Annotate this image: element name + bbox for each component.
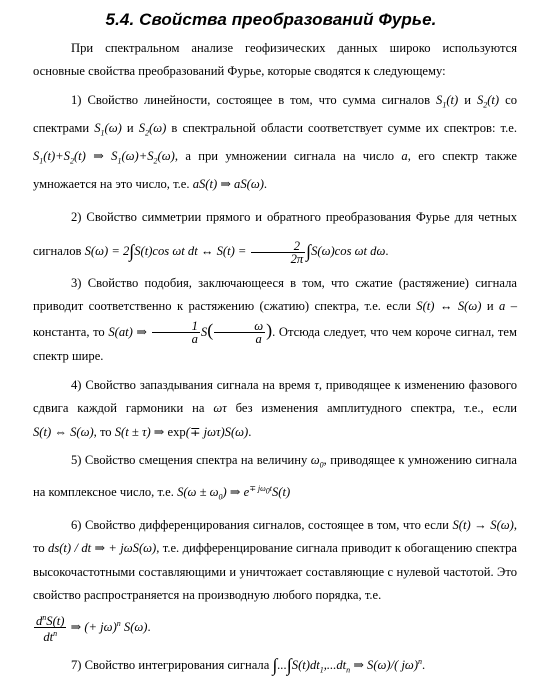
- formula: $\omega_0$: [310, 453, 324, 470]
- property-similarity: [33, 272, 517, 369]
- text: , а при умножении сигнала на число: [174, 148, 395, 163]
- formula: S(t) → S(ω): [452, 518, 514, 533]
- property-symmetry: 2) Свойство симметрии прямого и обратного преобразования Фурье для четных сигналов S(ω) = 2∫S(t)cos ωt dt ↔ S(t) = $\frac{2}{2\pi}$ ∫S(ω)cos ωt dω.: [33, 209, 517, 266]
- text: , приводящее к изменению фазового сдвига каждой гармоники на: [33, 377, 518, 416]
- formula: S(at) ⇒ $\frac{1}{a}$ S( $\frac{\omega}{a}$ ): [108, 319, 273, 347]
- property-linearity: 1) Свойство линейности, состоящее в том, что сумма сигналов $S_1(t)$ и $S_2(t)$ со спектрами $S_1(\omega)$ и $S_2(\omega)$ в спектральной области соответствует сумме их спектров: т.е. $S_1(t)+S_2(t)$ ⇒ $S_1(\omega)+S_2(\omega)$, а при умножении сигнала на число a, его спектр также умножается на это число, т.е. aS(t) ⇒ aS(ω).: [33, 92, 517, 191]
- text: . Отсюда следует, что чем короче сигнал, тем спектр шире.: [33, 324, 517, 364]
- text: и: [126, 120, 134, 135]
- text: , т.е. дифференцирование сигнала приводит к обогащению спектра высокочастотными составляющими и уничтожает составляющие с нулевой частотой. Это свойство распространяется на производную любого порядка, т.е.: [33, 541, 518, 603]
- property-integration: 7) Свойство интегрирования сигнала $\int...\int S(t)dt_1,...dt_n$ ⇒ S(ω)/( jω)$^n$.: [71, 654, 426, 675]
- text: , приводящее к умножению сигнала на комплексное число, т.е.: [33, 453, 517, 500]
- formula: S(t ± τ) ⇒ exp(∓ jωτ)S(ω): [114, 424, 249, 439]
- text: со спектрами: [33, 92, 517, 135]
- formula: S(t) ↔ S(ω): [416, 299, 482, 314]
- formula: $S(\omega \pm \omega_0)$ ⇒ $e^{\mp j\omega_0t}S(t)$: [177, 483, 291, 502]
- formula: S(ω) = 2∫S(t)cos ωt dt ↔ S(t) = $\frac{2}{2\pi}$ ∫S(ω)cos ωt dω: [84, 238, 386, 266]
- variable: a: [401, 148, 408, 163]
- formula: τ: [314, 377, 319, 392]
- text: без изменения амплитудного спектра, т.е., если: [235, 401, 517, 416]
- formula: $S_1(t)+S_2(t)$ ⇒ $S_1(\omega)+S_2(\omega)$: [33, 148, 175, 166]
- text: , то: [33, 518, 517, 556]
- text: 6) Свойство дифференцирования сигналов, состоящее в том, что если: [71, 518, 449, 533]
- intro-paragraph: При спектральном анализе геофизических данных широко используются основные свойства преобразований Фурье, которые сводятся к следующему:: [33, 41, 517, 79]
- text: 1) Свойство линейности, состоящее в том, что сумма сигналов: [71, 92, 431, 107]
- formula: aS(t) ⇒ aS(ω): [192, 176, 264, 191]
- formula: $S_2(\omega)$: [138, 120, 167, 138]
- text: и: [464, 92, 471, 107]
- formula: ωτ: [213, 401, 227, 416]
- property-delay: 4) Свойство запаздывания сигнала на время τ, приводящее к изменению фазового сдвига каждой гармоники на ωτ без изменения амплитудного спектра, т.е., если S(t) ⇔ S(ω), то S(t ± τ) ⇒ exp(∓ jωτ)S(ω).: [33, 377, 518, 439]
- text: в спектральной области соответствует сумме их спектров: т.е.: [171, 120, 517, 135]
- formula: $\frac{d^nS(t)}{dt^n}$ ⇒ (+ jω)$^n$ S(ω): [36, 613, 148, 645]
- formula: $S_1(\omega)$: [94, 120, 122, 138]
- text: 2) Свойство симметрии прямого и обратного преобразования Фурье для четных сигналов: [33, 209, 517, 258]
- text: 7) Свойство интегрирования сигнала: [71, 657, 270, 672]
- text: 4) Свойство запаздывания сигнала на время: [71, 377, 311, 392]
- property-spectrum-shift: [33, 449, 517, 509]
- formula: $\int...\int S(t)dt_1,...dt_n$ ⇒ S(ω)/( jω)$^n$: [272, 654, 423, 675]
- text: , то: [93, 424, 112, 439]
- text: 3) Свойство подобия, заключающееся в том, что сжатие (растяжение) сигнала приводит соответственно к растяжению (сжатию) спектра, т.е. если: [33, 275, 517, 314]
- text: и: [486, 299, 494, 314]
- text: , его спектр также умножается на это число, т.е.: [33, 148, 517, 191]
- formula: $S_1(t)$: [436, 92, 459, 110]
- formula: $S_2(t)$: [476, 92, 500, 110]
- section-body: [33, 37, 517, 682]
- formula: ds(t) / dt ⇒ + jωS(ω): [48, 541, 157, 556]
- formula: S(t) ⇔ S(ω): [33, 424, 94, 439]
- text: 5) Свойство смещения спектра на величину: [71, 453, 308, 468]
- property-differentiation: [33, 514, 517, 608]
- section-title: 5.4. Свойства преобразований Фурье.: [105, 10, 437, 29]
- differentiation-formula: $\frac{d^nS(t)}{dt^n}$ ⇒ (+ jω)$^n$ S(ω).: [33, 608, 517, 644]
- variable: a: [498, 299, 506, 314]
- text: – константа, то: [33, 299, 517, 339]
